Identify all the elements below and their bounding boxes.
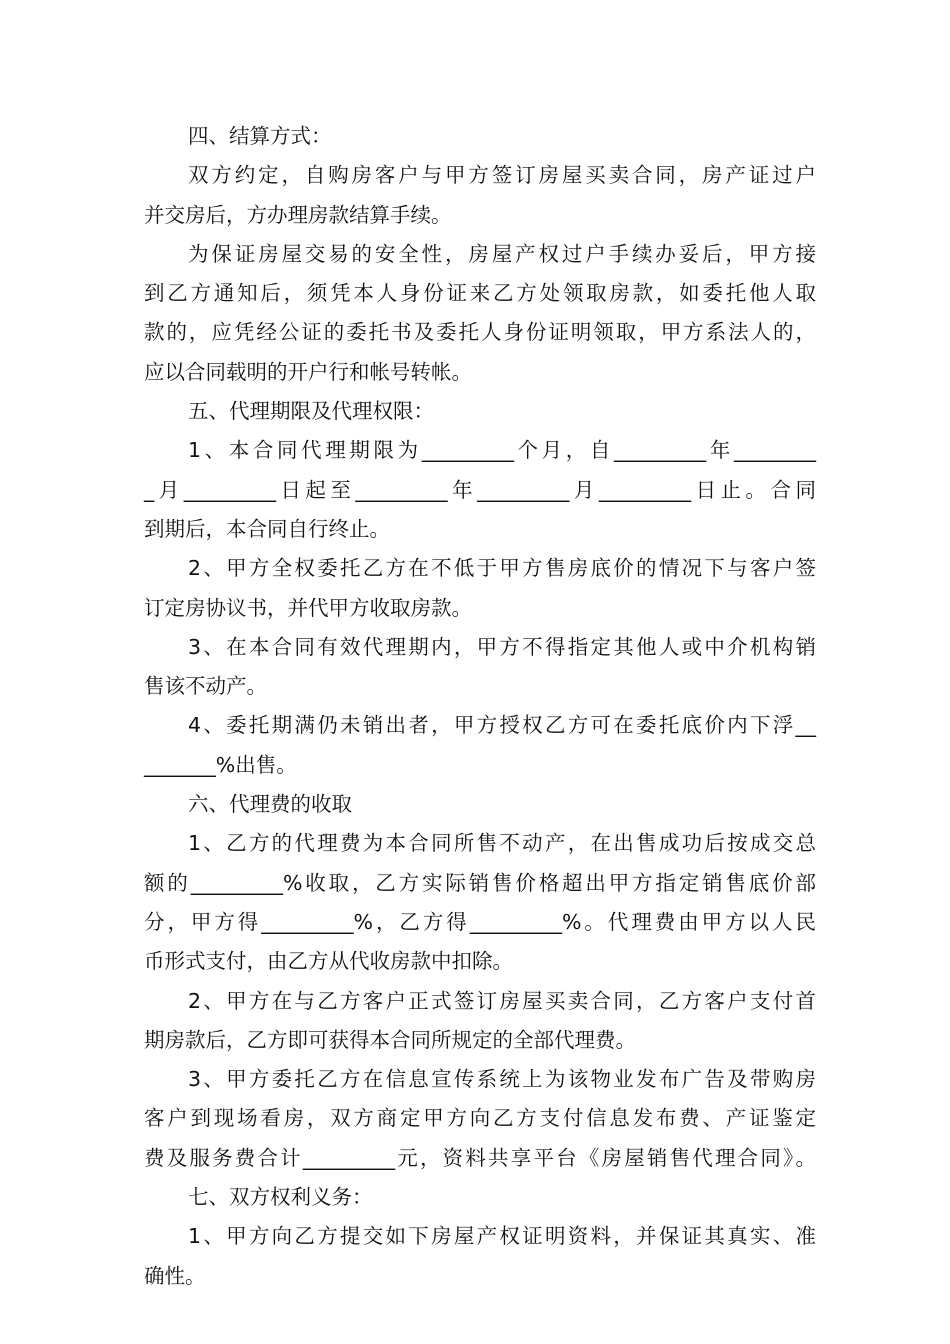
paragraph-line: 2、甲方在与乙方客户正式签订房屋买卖合同，乙方客户支付首: [188, 988, 816, 1013]
paragraph-line: 3、在本合同有效代理期内，甲方不得指定其他人或中介机构销: [188, 634, 816, 659]
document-body: [144, 117, 816, 1296]
paragraph-line: 4、委托期满仍未销出者，甲方授权乙方可在委托底价内下浮__: [188, 713, 816, 738]
paragraph-line: 2、甲方全权委托乙方在不低于甲方售房底价的情况下与客户签: [188, 556, 816, 581]
paragraph-line: 币形式支付，由乙方从代收房款中扣除。: [144, 949, 513, 974]
paragraph-line: 到乙方通知后，须凭本人身份证来乙方处领取房款，如委托他人取: [144, 281, 816, 306]
paragraph-line: 售该不动产。: [144, 674, 267, 699]
paragraph-line: 费及服务费合计_________元，资料共享平台《房屋销售代理合同》。: [144, 1145, 816, 1170]
paragraph-line: 分，甲方得_________%，乙方得_________%。代理费由甲方以人民: [144, 909, 816, 934]
paragraph-line: 额的_________%收取，乙方实际销售价格超出甲方指定销售底价部: [144, 870, 816, 895]
paragraph-line: 1、乙方的代理费为本合同所售不动产，在出售成功后按成交总: [188, 831, 816, 856]
section-heading-agency-fee: 六、代理费的收取: [188, 792, 352, 817]
paragraph-line: _______%出售。: [144, 752, 297, 777]
section-heading-settlement: 四、结算方式：: [188, 124, 332, 148]
paragraph-line: 客户到现场看房，双方商定甲方向乙方支付信息发布费、产证鉴定: [144, 1106, 816, 1131]
paragraph-line: 应以合同载明的开户行和帐号转帐。: [144, 359, 472, 384]
paragraph-line: _月_________日起至_________年_________月_________日止。合同: [144, 477, 816, 502]
paragraph-line: 确性。: [144, 1263, 206, 1288]
paragraph-line: 为保证房屋交易的安全性，房屋产权过户手续办妥后，甲方接: [188, 241, 816, 266]
paragraph-line: 1、甲方向乙方提交如下房屋产权证明资料，并保证其真实、准: [188, 1224, 816, 1249]
section-heading-rights-obligations: 七、双方权利义务：: [188, 1185, 373, 1210]
paragraph-line: 并交房后，方办理房款结算手续。: [144, 202, 452, 227]
paragraph-line: 期房款后，乙方即可获得本合同所规定的全部代理费。: [144, 1027, 636, 1052]
paragraph-line: 双方约定，自购房客户与甲方签订房屋买卖合同，房产证过户: [188, 163, 816, 188]
paragraph-line: 款的，应凭经公证的委托书及委托人身份证明领取，甲方系法人的，: [144, 320, 816, 345]
paragraph-line: 1、本合同代理期限为_________个月，自_________年________: [188, 438, 816, 463]
paragraph-line: 3、甲方委托乙方在信息宣传系统上为该物业发布广告及带购房: [188, 1067, 816, 1092]
section-heading-agency-term: 五、代理期限及代理权限：: [188, 399, 434, 424]
paragraph-line: 订定房协议书，并代甲方收取房款。: [144, 595, 472, 620]
paragraph-line: 到期后，本合同自行终止。: [144, 516, 390, 541]
